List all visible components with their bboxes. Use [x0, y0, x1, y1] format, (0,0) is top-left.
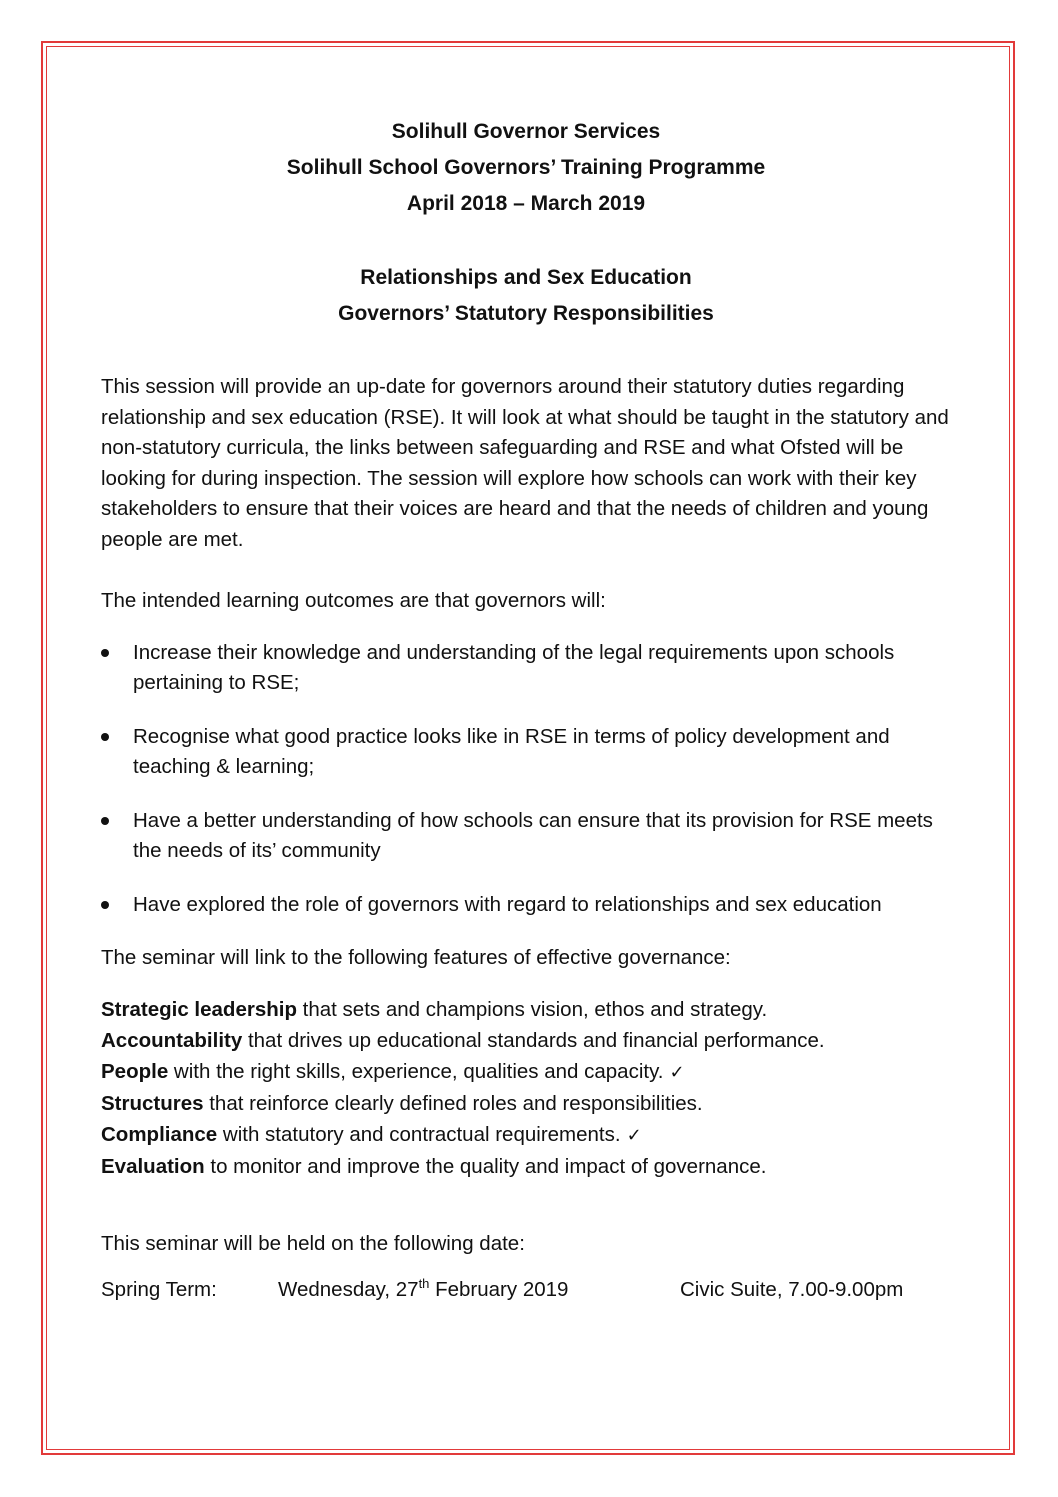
outcome-item	[101, 890, 951, 921]
date-prefix: Wednesday, 27	[278, 1278, 419, 1301]
intro-paragraph: This session will provide an up-date for governors around their statutory duties regarding relationship and sex education (RSE). It will look at what should be taught in the statutory and non-statutory curricula, the links between safeguarding and RSE and what Ofsted will be looking for during inspection. The session will explore how schools can work with their key stakeholders to ensure that their voices are heard and that the needs of children and young people are met.	[101, 375, 949, 551]
outcome-text: Recognise what good practice looks like in RSE in terms of policy development and teaching & learning;	[133, 724, 890, 778]
bullet-icon	[101, 817, 109, 825]
feature-text: with the right skills, experience, qualities and capacity.	[168, 1059, 664, 1083]
check-icon: ✓	[626, 1124, 642, 1146]
governance-features	[101, 994, 951, 1182]
outcomes-intro: The intended learning outcomes are that governors will:	[101, 589, 606, 612]
check-icon: ✓	[669, 1061, 685, 1083]
bullet-icon	[101, 649, 109, 657]
outcome-item	[101, 806, 951, 867]
features-intro: The seminar will link to the following features of effective governance:	[101, 946, 731, 969]
venue-time: Civic Suite, 7.00-9.00pm	[680, 1278, 904, 1301]
header-programme: Solihull School Governors’ Training Programme	[286, 156, 766, 179]
seminar-date-row	[101, 1274, 951, 1305]
header-period: April 2018 – March 2019	[406, 192, 646, 215]
feature-line	[101, 1119, 951, 1151]
date-rest: February 2019	[429, 1278, 569, 1301]
session-title-block	[56, 260, 951, 332]
term-label: Spring Term:	[101, 1278, 217, 1301]
feature-term: Accountability	[101, 1028, 243, 1052]
feature-line	[101, 994, 951, 1025]
outcomes-list	[101, 638, 951, 921]
feature-line	[101, 1056, 951, 1088]
outcome-text: Have a better understanding of how schools can ensure that its provision for RSE meets the needs of its’ community	[133, 808, 933, 862]
feature-text: with statutory and contractual requirements.	[217, 1122, 621, 1146]
header-block	[56, 114, 951, 222]
feature-text: that sets and champions vision, ethos and strategy.	[296, 997, 768, 1021]
outcome-item	[101, 722, 951, 783]
session-title: Relationships and Sex Education	[360, 266, 692, 289]
feature-line	[101, 1025, 951, 1056]
feature-term: Structures	[101, 1091, 204, 1115]
date-ordinal: th	[418, 1276, 430, 1292]
bullet-icon	[101, 901, 109, 909]
header-organisation: Solihull Governor Services	[391, 120, 661, 143]
outcome-text: Increase their knowledge and understanding of the legal requirements upon schools pertaining to RSE;	[133, 640, 895, 694]
feature-line	[101, 1151, 951, 1182]
feature-text: that drives up educational standards and financial performance.	[242, 1028, 825, 1052]
feature-text: that reinforce clearly defined roles and responsibilities.	[203, 1091, 703, 1115]
feature-term: Strategic leadership	[101, 997, 297, 1021]
feature-term: People	[101, 1059, 169, 1083]
outcome-item	[101, 638, 951, 699]
session-subtitle: Governors’ Statutory Responsibilities	[338, 302, 714, 325]
date-intro: This seminar will be held on the following date:	[101, 1231, 525, 1255]
seminar-date	[278, 1274, 568, 1305]
outcome-text: Have explored the role of governors with regard to relationships and sex education	[133, 892, 882, 916]
bullet-icon	[101, 733, 109, 741]
feature-text: to monitor and improve the quality and impact of governance.	[204, 1154, 767, 1178]
feature-term: Compliance	[101, 1122, 218, 1146]
feature-term: Evaluation	[101, 1154, 205, 1178]
feature-line	[101, 1088, 951, 1119]
document-content	[101, 114, 951, 1305]
